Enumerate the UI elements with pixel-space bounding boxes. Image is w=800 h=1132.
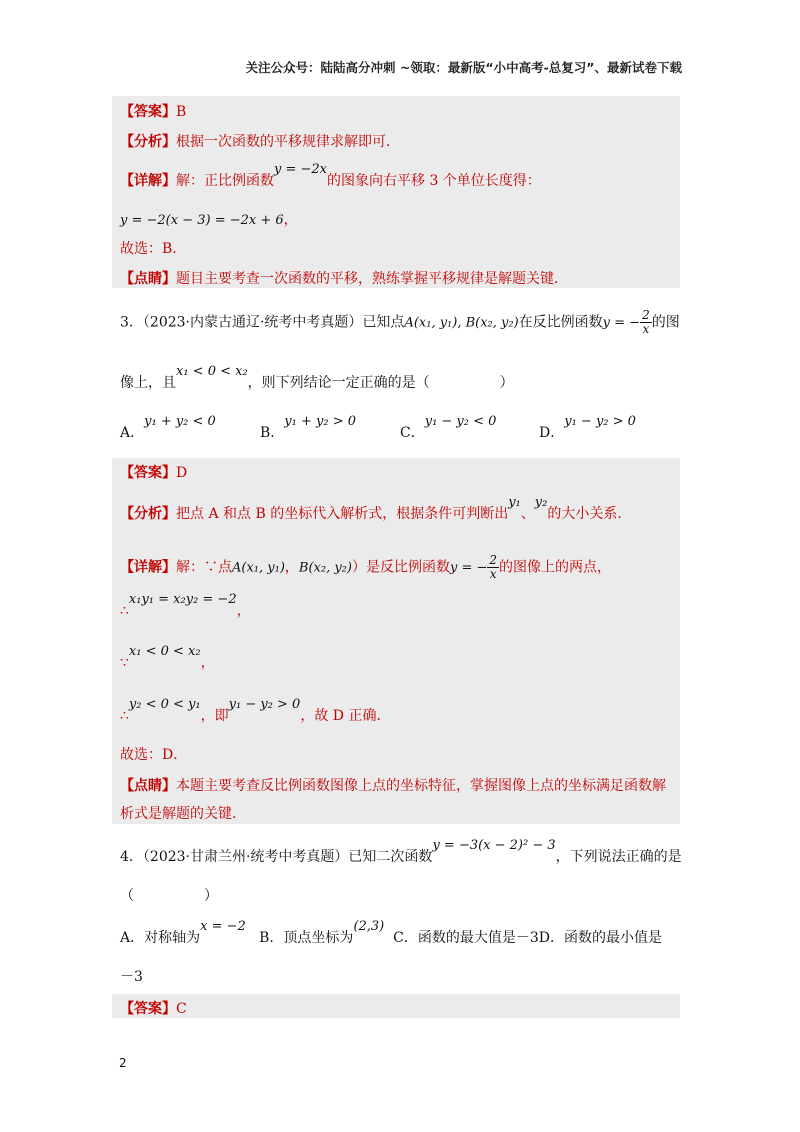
q3-stem-line2: 像上，且x₁ < 0 < x₂，则下列结论一定正确的是（ ） <box>120 364 514 391</box>
q3-answer: 【答案】D <box>120 465 188 481</box>
q2-analysis: 【分析】根据一次函数的平移规律求解即可． <box>120 134 400 150</box>
q3-step-1: ∴x₁y₁ = x₂y₂ = −2， <box>120 592 251 619</box>
q3-step-2: ∵x₁ < 0 < x₂， <box>120 644 215 671</box>
q4-solution-band <box>112 994 680 1018</box>
q4-stem: 4．（2023·甘肃兰州·统考中考真题）已知二次函数y = −3(x − 2)² − 3，下列说法正确的是 <box>120 838 682 865</box>
q3-detail-fraction: $\frac{2}{x}$ <box>489 553 498 581</box>
q3-step-3: ∴y₂ < 0 < y₁，即y₁ − y₂ > 0，故 D 正确． <box>120 697 391 724</box>
q3-comment-2: 析式是解题的关键． <box>120 806 246 822</box>
page-header: 关注公众号：陆陆高分冲刺 ~领取：最新版“小中高考-总复习”、最新试卷下载 <box>245 60 682 75</box>
q4-options-cont: －3 <box>120 969 143 985</box>
q3-option-a: A．y₁ + y₂ < 0 <box>120 414 216 441</box>
q2-comment: 【点睛】题目主要考查一次函数的平移，熟练掌握平移规律是解题关键． <box>120 271 568 287</box>
q2-equation: y = −2(x − 3) = −2x + 6， <box>120 212 298 228</box>
q2-detail-equation: y = −2x <box>274 162 327 177</box>
q2-detail: 【详解】解：正比例函数y = −2x的图象向右平移 3 个单位长度得： <box>120 162 541 189</box>
q3-fraction: $\frac{2}{x}$ <box>642 308 650 336</box>
q3-analysis: 【分析】把点 A 和点 B 的坐标代入解析式，根据条件可判断出y₁、y₂的大小关系． <box>120 495 632 522</box>
q3-comment-1: 【点睛】本题主要考查反比例函数图像上点的坐标特征，掌握图像上点的坐标满足函数解 <box>120 778 666 794</box>
q2-answer: 【答案】B <box>120 104 187 120</box>
q2-choice: 故选：B． <box>120 241 187 257</box>
q4-paren: （ ） <box>120 888 218 904</box>
q3-detail: 【详解】解：∵点A(x₁, y₁)，B(x₂, y₂)）是反比例函数y = − $\frac{2}{x}$ 的图像上的两点， <box>120 553 612 581</box>
q3-choice: 故选：D． <box>120 747 188 763</box>
q3-option-c: C．y₁ − y₂ < 0 <box>400 414 497 441</box>
q4-answer: 【答案】C <box>120 1001 187 1017</box>
q4-options: A．对称轴为x = −2 B．顶点坐标为(2,3) C．函数的最大值是－3D．函数的最小值是 <box>120 919 663 946</box>
q2-solution-band <box>112 96 680 288</box>
q3-option-d: D．y₁ − y₂ > 0 <box>539 414 636 441</box>
q3-stem-line1: 3．（2023·内蒙古通辽·统考中考真题）已知点A(x₁, y₁), B(x₂, y₂)在反比例函数y = − $\frac{2}{x}$ 的图 <box>120 308 680 336</box>
page-number: 2 <box>119 1056 127 1070</box>
q3-option-b: B．y₁ + y₂ > 0 <box>260 414 356 441</box>
